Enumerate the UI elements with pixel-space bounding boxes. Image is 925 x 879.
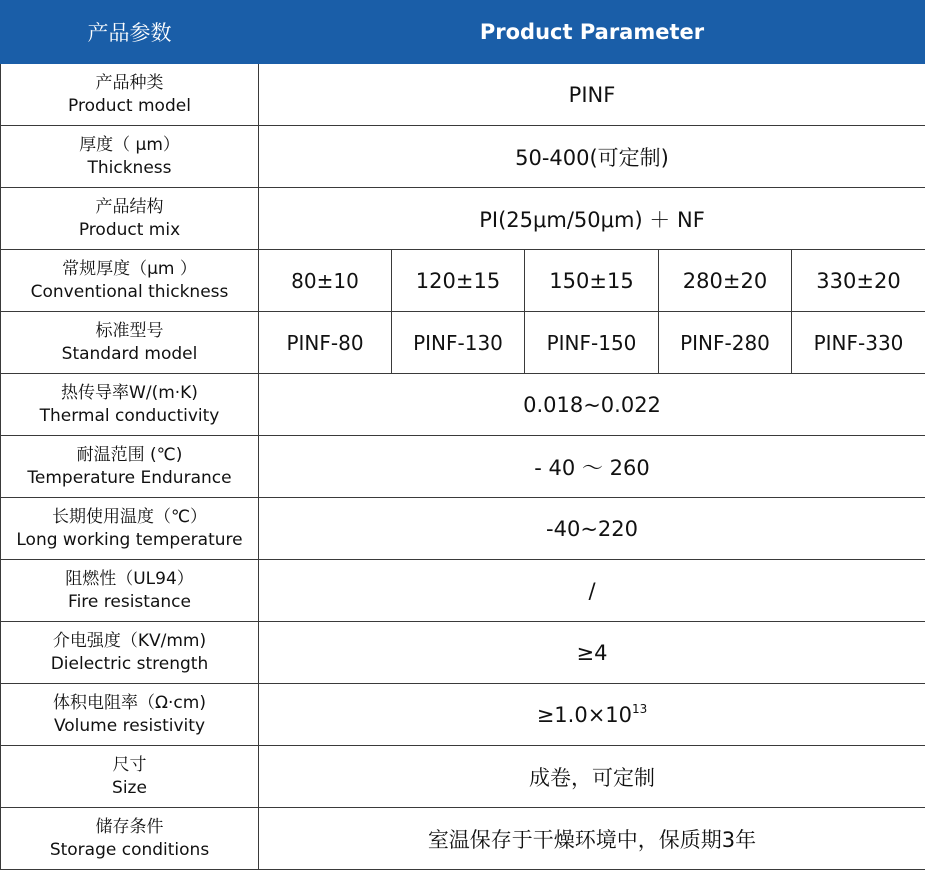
model-value-cell: PINF-280 bbox=[659, 312, 792, 374]
label-en: Volume resistivity bbox=[53, 715, 206, 736]
row-value: PINF bbox=[259, 64, 925, 126]
row-value: 成卷，可定制 bbox=[259, 746, 925, 808]
label-cn: 尺寸 bbox=[112, 754, 147, 775]
row-label bbox=[1, 498, 259, 560]
row-label bbox=[1, 560, 259, 622]
label-en: Standard model bbox=[61, 343, 198, 364]
thickness-value-cell: 330±20 bbox=[792, 250, 925, 312]
row-label bbox=[1, 746, 259, 808]
label-cn: 厚度（ μm） bbox=[79, 134, 180, 155]
table-row bbox=[1, 498, 925, 560]
row-label bbox=[1, 126, 259, 188]
label-en: Temperature Endurance bbox=[27, 467, 232, 488]
label-cn: 产品结构 bbox=[95, 196, 164, 217]
label-cn: 体积电阻率（Ω·cm) bbox=[53, 692, 206, 713]
row-label bbox=[1, 312, 259, 374]
label-cn: 标准型号 bbox=[95, 320, 164, 341]
thickness-value-cell: 80±10 bbox=[259, 250, 392, 312]
table-row bbox=[1, 436, 925, 498]
row-value: ≥4 bbox=[259, 622, 925, 684]
table-row bbox=[1, 560, 925, 622]
label-en: Product model bbox=[68, 95, 191, 116]
row-label bbox=[1, 808, 259, 870]
row-label bbox=[1, 374, 259, 436]
row-label bbox=[1, 684, 259, 746]
label-cn: 常规厚度（μm ） bbox=[62, 258, 197, 279]
row-value: - 40 ～ 260 bbox=[259, 436, 925, 498]
table-row bbox=[1, 126, 925, 188]
thickness-value-cell: 280±20 bbox=[659, 250, 792, 312]
row-label bbox=[1, 436, 259, 498]
label-cn: 耐温范围 (℃) bbox=[76, 444, 183, 465]
row-value: 50-400(可定制) bbox=[259, 126, 925, 188]
table-row bbox=[1, 188, 925, 250]
resistivity-exponent: 13 bbox=[632, 702, 648, 716]
header-title: Product Parameter bbox=[259, 1, 925, 64]
row-label bbox=[1, 250, 259, 312]
row-value: 室温保存于干燥环境中，保质期3年 bbox=[259, 808, 925, 870]
label-en: Long working temperature bbox=[16, 529, 243, 550]
table-row bbox=[1, 312, 925, 374]
thickness-value-cell: 150±15 bbox=[525, 250, 659, 312]
table-row bbox=[1, 808, 925, 870]
model-value-cell: PINF-150 bbox=[525, 312, 659, 374]
label-en: Thermal conductivity bbox=[39, 405, 220, 426]
table-row bbox=[1, 250, 925, 312]
row-value: -40~220 bbox=[259, 498, 925, 560]
label-en: Size bbox=[112, 777, 147, 798]
row-label bbox=[1, 64, 259, 126]
row-value: PI(25μm/50μm) ＋ NF bbox=[259, 188, 925, 250]
resistivity-base: ≥1.0×10 bbox=[536, 703, 633, 727]
label-en: Product mix bbox=[78, 219, 181, 240]
model-value-cell: PINF-80 bbox=[259, 312, 392, 374]
label-en: Storage conditions bbox=[49, 839, 210, 860]
label-cn: 长期使用温度（℃） bbox=[51, 506, 208, 527]
label-en: Fire resistance bbox=[68, 591, 191, 612]
label-en: Conventional thickness bbox=[30, 281, 229, 302]
row-value bbox=[259, 684, 925, 746]
label-cn: 热传导率W/(m·K) bbox=[61, 382, 198, 403]
row-value: / bbox=[259, 560, 925, 622]
table-row bbox=[1, 622, 925, 684]
label-cn: 阻燃性（UL94） bbox=[65, 568, 194, 589]
table-row bbox=[1, 64, 925, 126]
label-cn: 介电强度（KV/mm) bbox=[52, 630, 207, 651]
label-en: Dielectric strength bbox=[50, 653, 209, 674]
table-header-row bbox=[1, 1, 925, 64]
table-row bbox=[1, 746, 925, 808]
table-row bbox=[1, 684, 925, 746]
label-en: Thickness bbox=[87, 157, 172, 178]
table-row bbox=[1, 374, 925, 436]
model-value-cell: PINF-330 bbox=[792, 312, 925, 374]
thickness-value-cell: 120±15 bbox=[392, 250, 525, 312]
label-cn: 产品种类 bbox=[95, 72, 164, 93]
row-label bbox=[1, 622, 259, 684]
label-cn: 储存条件 bbox=[95, 816, 164, 837]
row-value: 0.018~0.022 bbox=[259, 374, 925, 436]
model-value-cell: PINF-130 bbox=[392, 312, 525, 374]
header-label-cn: 产品参数 bbox=[1, 1, 259, 64]
row-label bbox=[1, 188, 259, 250]
